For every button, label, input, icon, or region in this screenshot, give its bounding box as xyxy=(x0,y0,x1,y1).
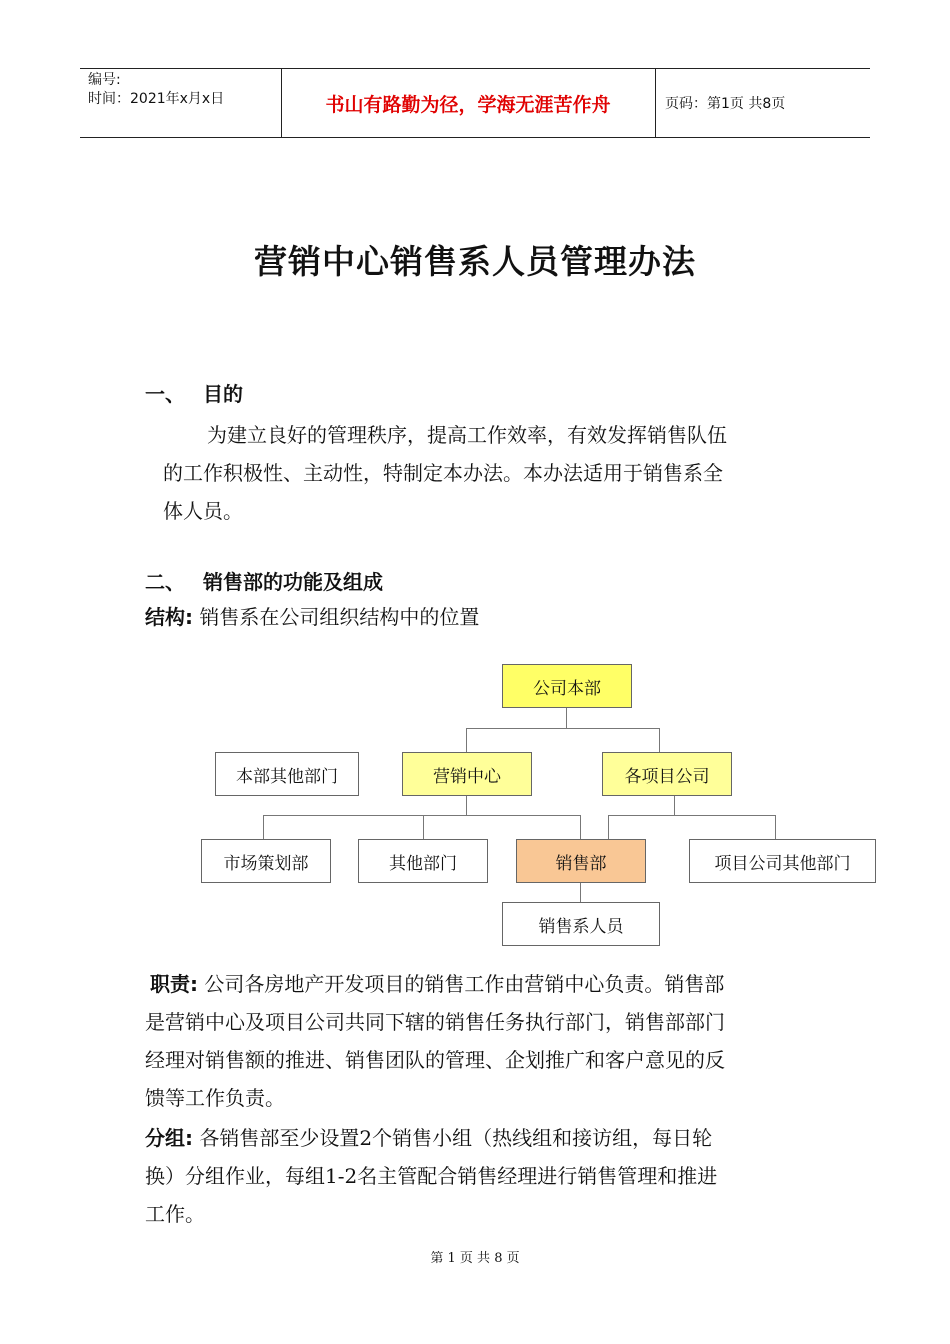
connector-line xyxy=(775,815,776,839)
connector-line xyxy=(566,708,567,728)
structure-text: 销售系在公司组织结构中的位置 xyxy=(199,605,480,629)
org-node-level4: 销售系人员 xyxy=(502,902,660,946)
section-title: 销售部的功能及组成 xyxy=(203,570,383,594)
structure-label: 结构: xyxy=(145,605,193,629)
header-table xyxy=(80,68,870,138)
connector-line xyxy=(608,815,609,839)
group-text: 各销售部至少设置2个销售小组（热线组和接访组，每日轮 xyxy=(199,1126,713,1150)
duty-line xyxy=(150,965,724,1003)
connector-line xyxy=(608,815,776,816)
group-line xyxy=(145,1119,712,1157)
connector-line xyxy=(466,728,660,729)
connector-line xyxy=(263,815,264,839)
number-label: 编号: xyxy=(88,72,121,88)
org-node-level3: 其他部门 xyxy=(358,839,488,883)
org-node-level3: 项目公司其他部门 xyxy=(689,839,876,883)
paragraph-line: 换）分组作业，每组1-2名主管配合销售经理进行销售管理和推进 xyxy=(145,1164,718,1188)
connector-line xyxy=(580,882,581,902)
group-label: 分组: xyxy=(145,1126,193,1150)
org-node-level2: 各项目公司 xyxy=(602,752,732,796)
paragraph-line: 馈等工作负责。 xyxy=(145,1086,285,1110)
time-label: 时间：2021年x月x日 xyxy=(88,91,225,107)
connector-line xyxy=(580,815,581,839)
page-title: 营销中心销售系人员管理办法 xyxy=(254,242,696,281)
paragraph-line: 是营销中心及项目公司共同下辖的销售任务执行部门，销售部部门 xyxy=(145,1010,725,1034)
connector-line xyxy=(674,795,675,815)
connector-line xyxy=(659,728,660,752)
section-number: 二、 xyxy=(145,570,185,594)
duty-label: 职责: xyxy=(150,972,198,996)
duty-text: 公司各房地产开发项目的销售工作由营销中心负责。销售部 xyxy=(204,972,725,996)
header-divider xyxy=(655,69,656,137)
org-node-level2: 营销中心 xyxy=(402,752,532,796)
connector-line xyxy=(466,728,467,752)
paragraph-line: 为建立良好的管理秩序，提高工作效率，有效发挥销售队伍 xyxy=(207,423,727,447)
connector-line xyxy=(263,815,581,816)
section-heading xyxy=(145,378,243,407)
org-node-root: 公司本部 xyxy=(502,664,632,708)
section-heading xyxy=(145,566,383,595)
header-motto: 书山有路勤为径，学海无涯苦作舟 xyxy=(325,93,611,116)
connector-line xyxy=(466,795,467,815)
page-footer: 第 1 页 共 8 页 xyxy=(430,1251,520,1266)
paragraph-line: 的工作积极性、主动性，特制定本办法。本办法适用于销售系全 xyxy=(163,461,723,485)
header-meta xyxy=(88,69,278,139)
org-node-level2: 本部其他部门 xyxy=(215,752,359,796)
paragraph-line: 经理对销售额的推进、销售团队的管理、企划推广和客户意见的反 xyxy=(145,1048,725,1072)
header-page-label: 页码：第1页 共8页 xyxy=(665,96,786,112)
section-number: 一、 xyxy=(145,382,185,406)
section-title: 目的 xyxy=(203,382,243,406)
org-node-level3: 销售部 xyxy=(516,839,646,883)
connector-line xyxy=(423,815,424,839)
paragraph-line: 体人员。 xyxy=(163,499,243,523)
org-node-level3: 市场策划部 xyxy=(201,839,331,883)
paragraph-line: 工作。 xyxy=(145,1202,205,1226)
structure-line xyxy=(145,598,479,636)
